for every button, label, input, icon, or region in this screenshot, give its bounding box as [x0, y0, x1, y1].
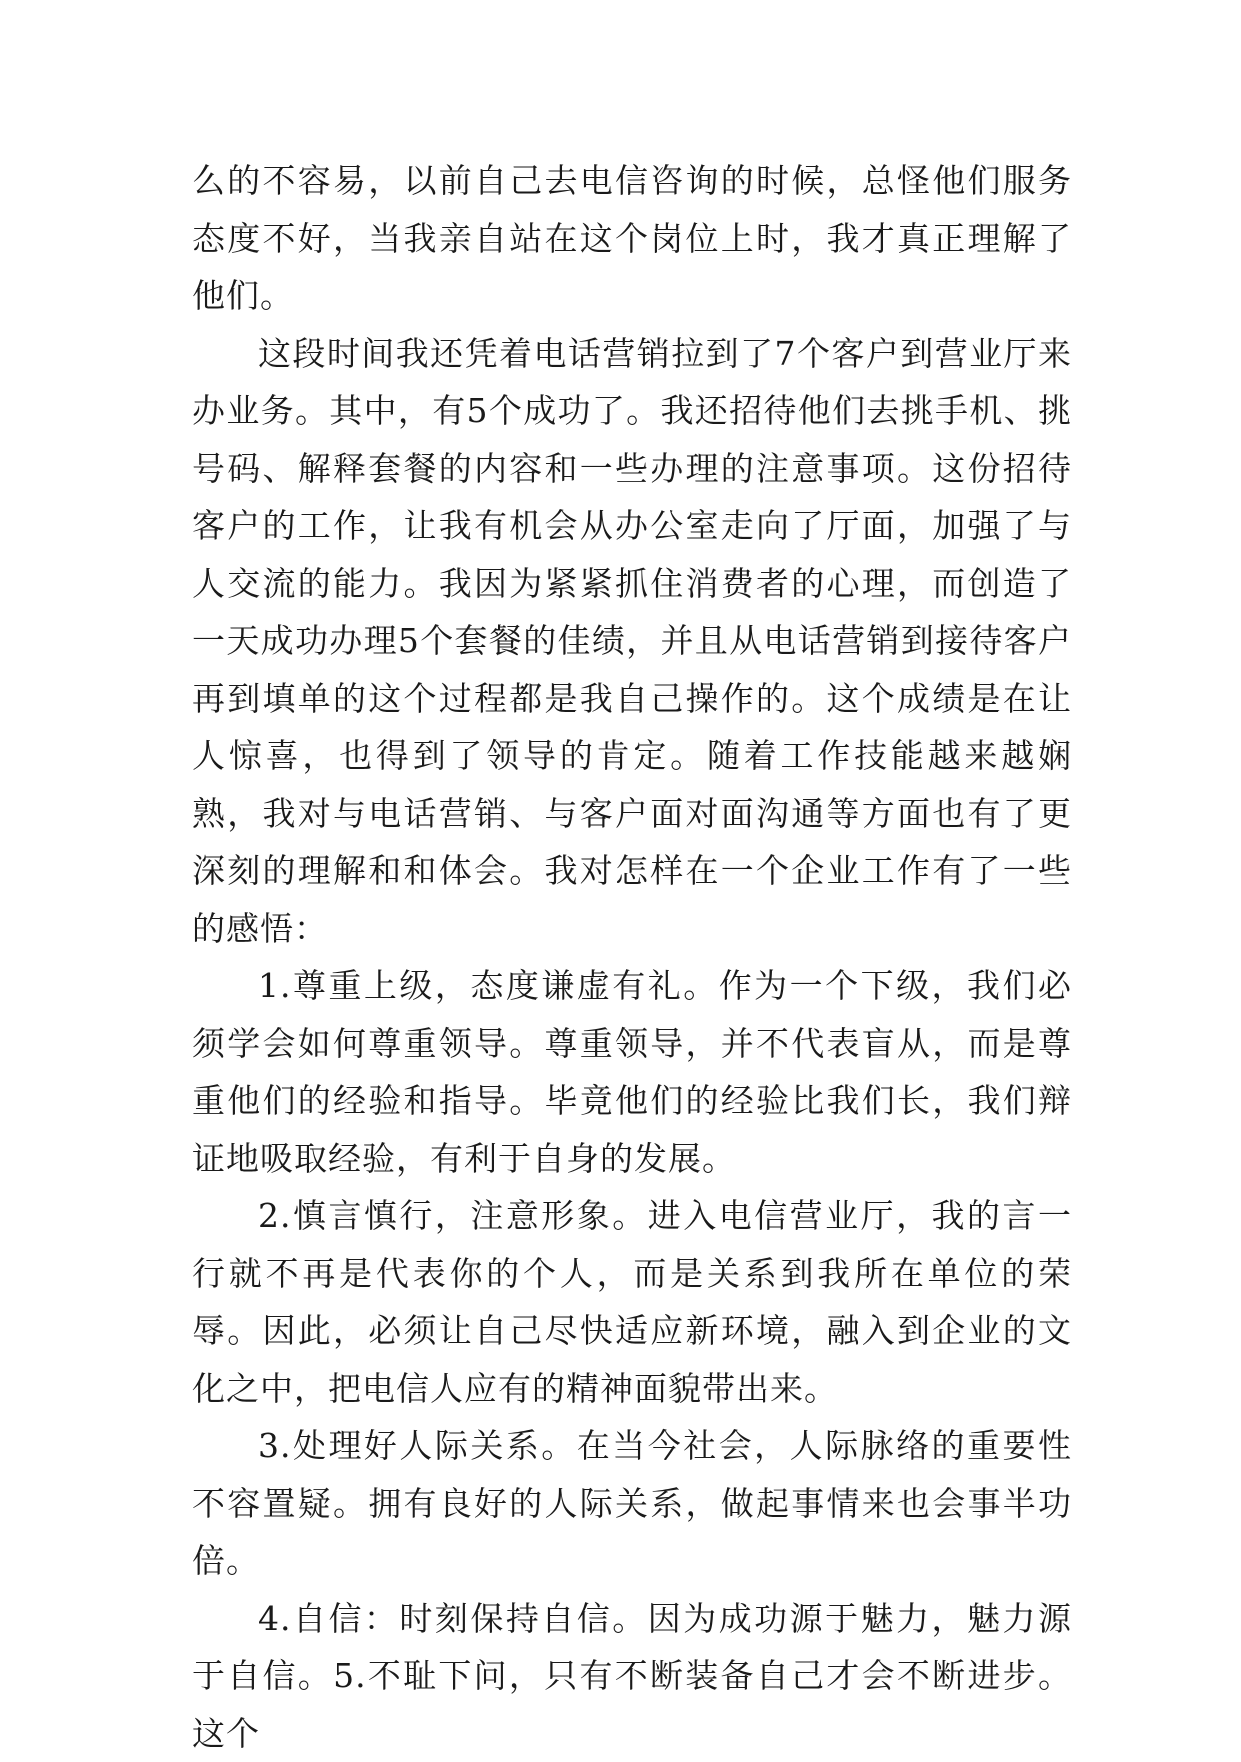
paragraph-2: 这段时间我还凭着电话营销拉到了7个客户到营业厅来办业务。其中，有5个成功了。我还招待他们去挑手机、挑号码、解释套餐的内容和一些办理的注意事项。这份招待客户的工作，让我有机会从办公室走向了厅面，加强了与人交流的能力。我因为紧紧抓住消费者的心理，而创造了一天成功办理5个套餐的佳绩，并且从电话营销到接待客户再到填单的这个过程都是我自己操作的。这个成绩是在让人惊喜，也得到了领导的肯定。随着工作技能越来越娴熟，我对与电话营销、与客户面对面沟通等方面也有了更深刻的理解和和体会。我对怎样在一个企业工作有了一些的感悟：	[192, 325, 1072, 958]
paragraph-4: 2.慎言慎行，注意形象。进入电信营业厅，我的言一行就不再是代表你的个人，而是关系到我所在单位的荣辱。因此，必须让自己尽快适应新环境，融入到企业的文化之中，把电信人应有的精神面貌带出来。	[192, 1187, 1072, 1417]
paragraph-5: 3.处理好人际关系。在当今社会，人际脉络的重要性不容置疑。拥有良好的人际关系，做起事情来也会事半功倍。	[192, 1417, 1072, 1590]
document-body	[192, 152, 1072, 1762]
paragraph-6: 4.自信：时刻保持自信。因为成功源于魅力，魅力源于自信。5.不耻下问，只有不断装备自己才会不断进步。这个	[192, 1590, 1072, 1762]
paragraph-1: 么的不容易，以前自己去电信咨询的时候，总怪他们服务态度不好，当我亲自站在这个岗位上时，我才真正理解了他们。	[192, 152, 1072, 325]
paragraph-3: 1.尊重上级，态度谦虚有礼。作为一个下级，我们必须学会如何尊重领导。尊重领导，并不代表盲从，而是尊重他们的经验和指导。毕竟他们的经验比我们长，我们辩证地吸取经验，有利于自身的发展。	[192, 957, 1072, 1187]
